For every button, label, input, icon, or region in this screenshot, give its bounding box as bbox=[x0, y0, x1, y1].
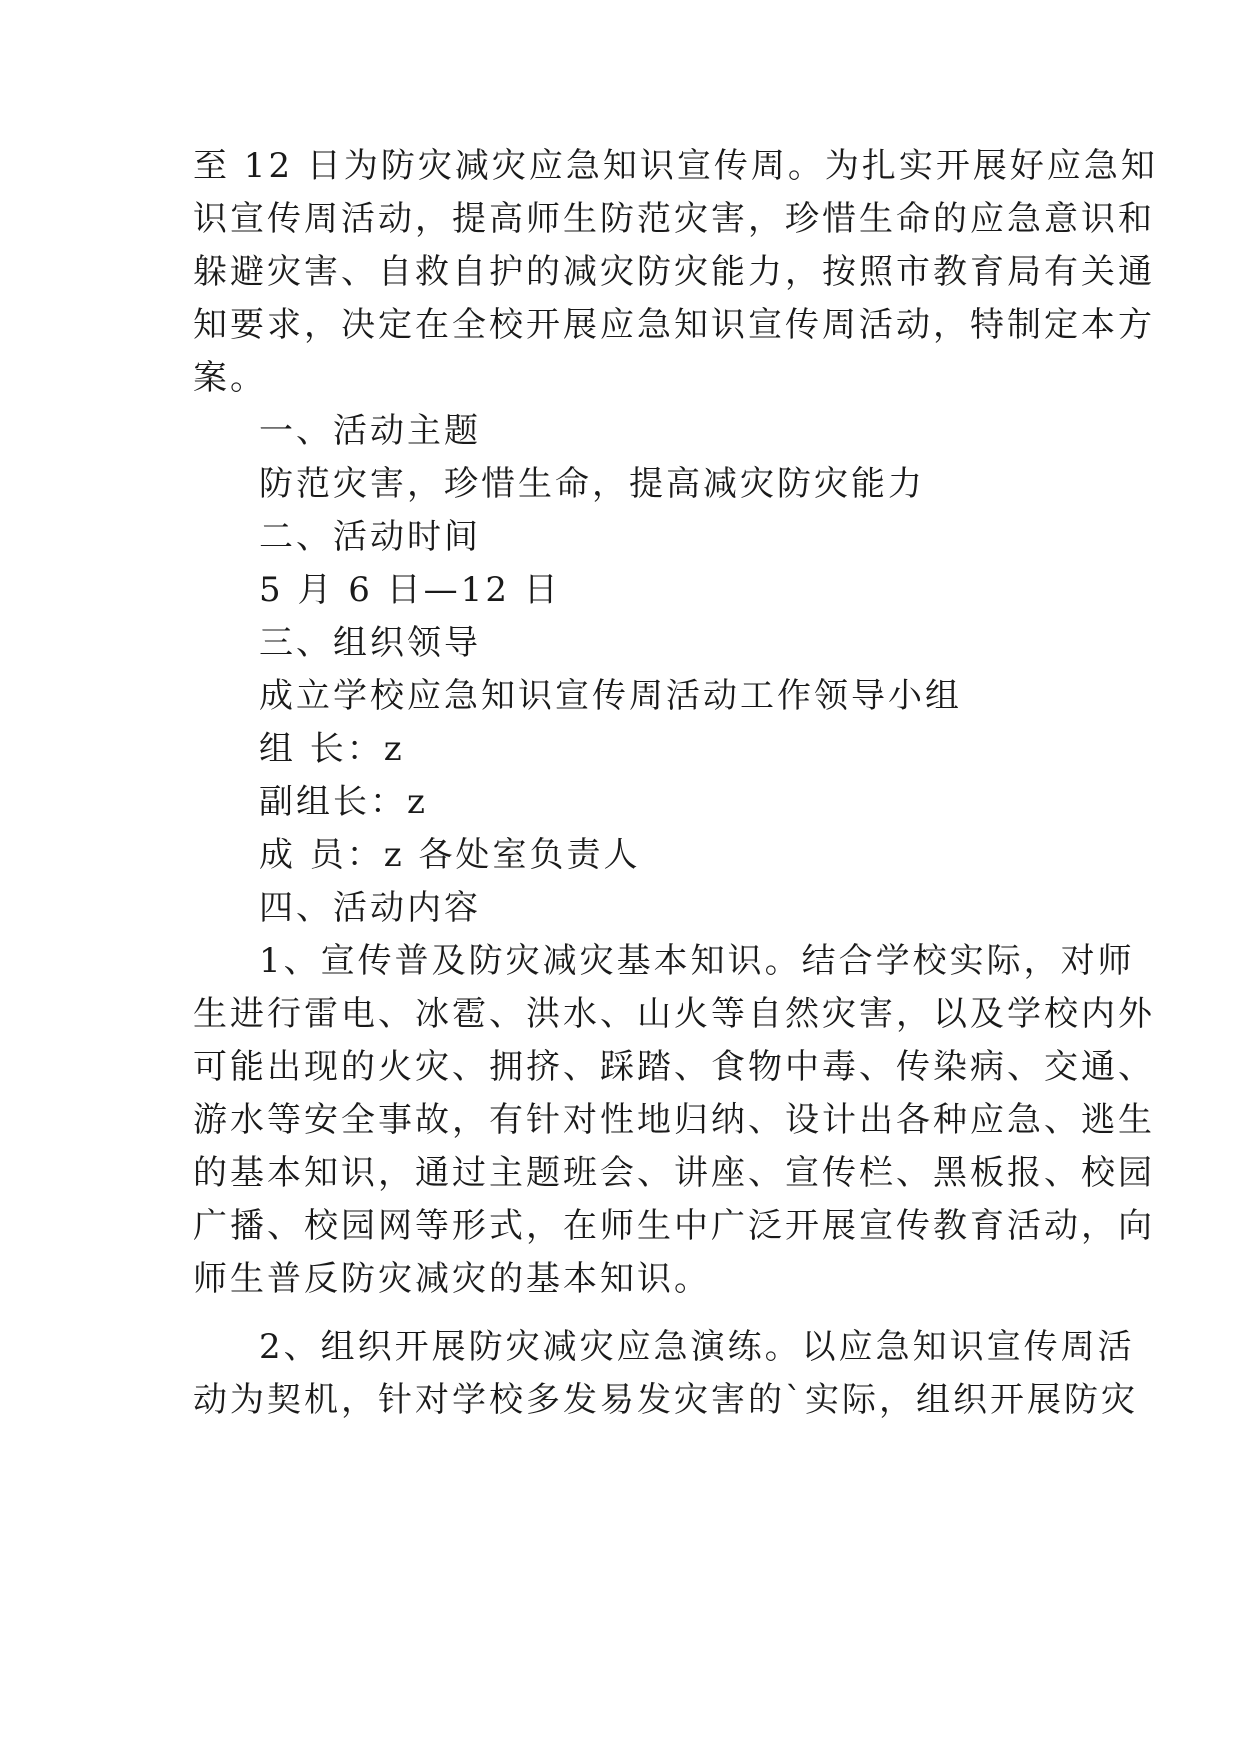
item-1-line-5: 的基本知识，通过主题班会、讲座、宣传栏、黑板报、校园 bbox=[193, 1153, 1155, 1193]
deputy-leader-line: 副组长：z bbox=[259, 782, 428, 822]
item-2-line-2: 动为契机，针对学校多发易发灾害的`实际，组织开展防灾 bbox=[193, 1380, 1138, 1420]
item-1-line-4: 游水等安全事故，有针对性地归纳、设计出各种应急、逃生 bbox=[193, 1100, 1155, 1140]
item-1-line-6: 广播、校园网等形式，在师生中广泛开展宣传教育活动，向 bbox=[193, 1206, 1155, 1246]
item-1-line-7: 师生普反防灾减灾的基本知识。 bbox=[193, 1259, 711, 1299]
section-2-heading: 二、活动时间 bbox=[259, 517, 481, 557]
group-leader-line: 组 长：z bbox=[259, 729, 405, 769]
item-1-line-2: 生进行雷电、冰雹、洪水、山火等自然灾害，以及学校内外 bbox=[193, 994, 1155, 1034]
section-1-body: 防范灾害，珍惜生命，提高减灾防灾能力 bbox=[259, 464, 925, 504]
section-4-heading: 四、活动内容 bbox=[259, 888, 481, 928]
intro-line-4: 知要求，决定在全校开展应急知识宣传周活动，特制定本方 bbox=[193, 305, 1155, 345]
intro-line-1: 至 12 日为防灾减灾应急知识宣传周。为扎实开展好应急知 bbox=[193, 146, 1158, 186]
section-3-heading: 三、组织领导 bbox=[259, 623, 481, 663]
members-line: 成 员：z 各处室负责人 bbox=[259, 835, 641, 875]
item-2-line-1: 2、组织开展防灾减灾应急演练。以应急知识宣传周活 bbox=[259, 1327, 1135, 1367]
section-2-body: 5 月 6 日—12 日 bbox=[259, 570, 561, 610]
intro-line-2: 识宣传周活动，提高师生防范灾害，珍惜生命的应急意识和 bbox=[193, 199, 1155, 239]
intro-line-3: 躲避灾害、自救自护的减灾防灾能力，按照市教育局有关通 bbox=[193, 252, 1155, 292]
intro-line-5: 案。 bbox=[193, 358, 267, 398]
item-1-line-3: 可能出现的火灾、拥挤、踩踏、食物中毒、传染病、交通、 bbox=[193, 1047, 1155, 1087]
section-3-body: 成立学校应急知识宣传周活动工作领导小组 bbox=[259, 676, 962, 716]
item-1-line-1: 1、宣传普及防灾减灾基本知识。结合学校实际，对师 bbox=[259, 941, 1135, 981]
section-1-heading: 一、活动主题 bbox=[259, 411, 481, 451]
